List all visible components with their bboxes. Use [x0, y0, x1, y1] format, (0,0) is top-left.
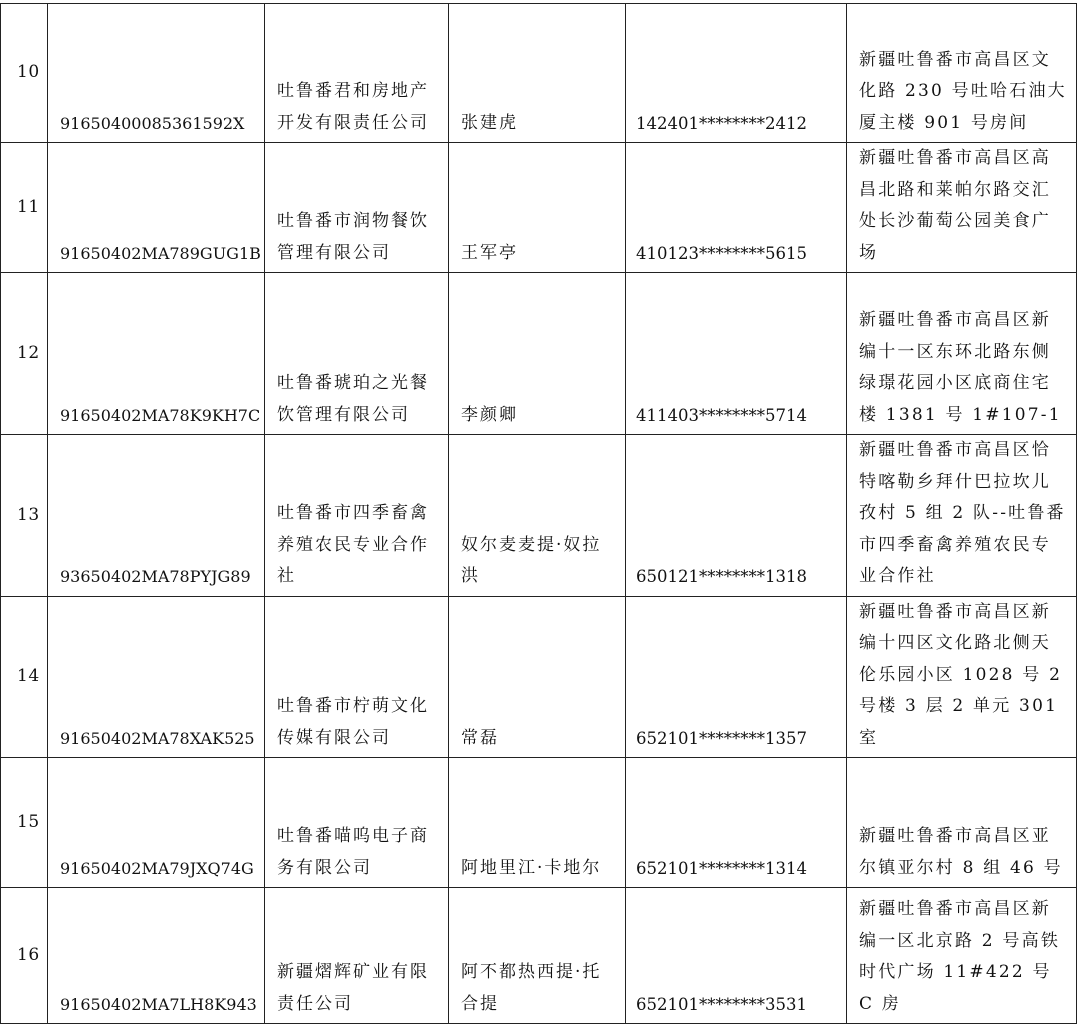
legal-representative: 阿不都热西提·托合提	[449, 888, 626, 1024]
id-number: 650121********1318	[626, 435, 847, 597]
row-index: 14	[1, 596, 48, 758]
company-name: 吐鲁番喵呜电子商务有限公司	[265, 758, 449, 888]
credit-code: 93650402MA78PYJG89	[48, 435, 265, 597]
company-name: 吐鲁番市润物餐饮管理有限公司	[265, 143, 449, 273]
company-name: 吐鲁番市四季畜禽养殖农民专业合作社	[265, 435, 449, 597]
legal-representative: 奴尔麦麦提·奴拉洪	[449, 435, 626, 597]
table-row	[1, 596, 1077, 758]
legal-representative: 李颜卿	[449, 273, 626, 435]
id-number: 142401********2412	[626, 4, 847, 143]
company-name: 新疆熠辉矿业有限责任公司	[265, 888, 449, 1024]
id-number: 652101********1314	[626, 758, 847, 888]
legal-representative: 张建虎	[449, 4, 626, 143]
table-row	[1, 758, 1077, 888]
id-number: 652101********1357	[626, 596, 847, 758]
table-row	[1, 435, 1077, 597]
table-row	[1, 273, 1077, 435]
registry-table	[0, 3, 1077, 1024]
address: 新疆吐鲁番市高昌区新编十一区东环北路东侧绿璟花园小区底商住宅楼 1381 号 1#107-1	[847, 273, 1077, 435]
row-index: 12	[1, 273, 48, 435]
table-row	[1, 888, 1077, 1024]
legal-representative: 王军亭	[449, 143, 626, 273]
credit-code: 91650402MA7LH8K943	[48, 888, 265, 1024]
table-row	[1, 143, 1077, 273]
legal-representative: 阿地里江·卡地尔	[449, 758, 626, 888]
row-index: 15	[1, 758, 48, 888]
row-index: 10	[1, 4, 48, 143]
address: 新疆吐鲁番市高昌区高昌北路和莱帕尔路交汇处长沙葡萄公园美食广场	[847, 143, 1077, 273]
table-body	[1, 4, 1077, 1024]
address: 新疆吐鲁番市高昌区新编十四区文化路北侧天伦乐园小区 1028 号 2 号楼 3 层 2 单元 301 室	[847, 596, 1077, 758]
company-name: 吐鲁番君和房地产开发有限责任公司	[265, 4, 449, 143]
address: 新疆吐鲁番市高昌区亚尔镇亚尔村 8 组 46 号	[847, 758, 1077, 888]
company-name: 吐鲁番琥珀之光餐饮管理有限公司	[265, 273, 449, 435]
row-index: 11	[1, 143, 48, 273]
address: 新疆吐鲁番市高昌区恰特喀勒乡拜什巴拉坎儿孜村 5 组 2 队--吐鲁番市四季畜禽养殖农民专业合作社	[847, 435, 1077, 597]
id-number: 652101********3531	[626, 888, 847, 1024]
address: 新疆吐鲁番市高昌区文化路 230 号吐哈石油大厦主楼 901 号房间	[847, 4, 1077, 143]
row-index: 16	[1, 888, 48, 1024]
credit-code: 91650402MA79JXQ74G	[48, 758, 265, 888]
row-index: 13	[1, 435, 48, 597]
address: 新疆吐鲁番市高昌区新编一区北京路 2 号高铁时代广场 11#422 号 C 房	[847, 888, 1077, 1024]
credit-code: 91650402MA789GUG1B	[48, 143, 265, 273]
table-row	[1, 4, 1077, 143]
id-number: 411403********5714	[626, 273, 847, 435]
company-name: 吐鲁番市柠萌文化传媒有限公司	[265, 596, 449, 758]
credit-code: 91650402MA78K9KH7C	[48, 273, 265, 435]
credit-code: 91650402MA78XAK525	[48, 596, 265, 758]
credit-code: 91650400085361592X	[48, 4, 265, 143]
legal-representative: 常磊	[449, 596, 626, 758]
id-number: 410123********5615	[626, 143, 847, 273]
